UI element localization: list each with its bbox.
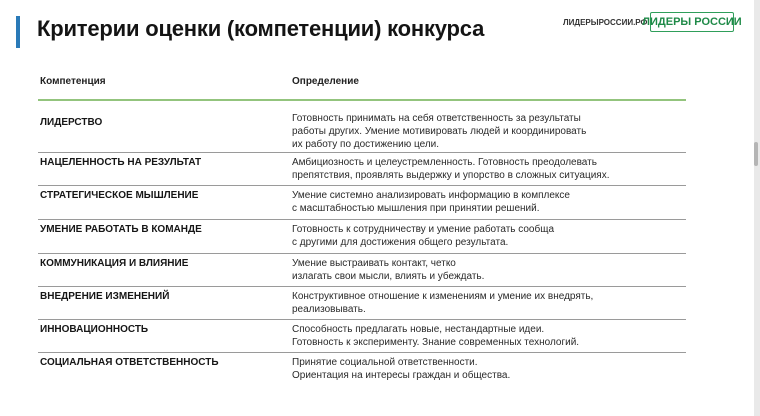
definition-line: Ориентация на интересы граждан и общества.: [292, 370, 511, 381]
row-divider: [38, 152, 686, 153]
definition-line: с другими для достижения общего результата.: [292, 237, 509, 248]
scrollbar-thumb[interactable]: [754, 142, 758, 166]
competence-name: ЛИДЕРСТВО: [40, 117, 103, 128]
header-definition: Определение: [292, 76, 359, 87]
definition-line: Конструктивное отношение к изменениям и умение их внедрять,: [292, 291, 594, 302]
competence-definition: [292, 156, 609, 182]
header-divider: [38, 99, 686, 101]
definition-line: их работу по достижению цели.: [292, 139, 440, 150]
title-accent-bar: [16, 16, 20, 48]
competence-definition: [292, 257, 484, 283]
definition-line: с масштабностью мышления при принятии решений.: [292, 203, 540, 214]
row-divider: [38, 352, 686, 353]
definition-line: Готовность принимать на себя ответственность за результаты: [292, 113, 581, 124]
row-divider: [38, 219, 686, 220]
competence-name: ВНЕДРЕНИЕ ИЗМЕНЕНИЙ: [40, 291, 170, 302]
row-divider: [38, 286, 686, 287]
competence-definition: [292, 189, 570, 215]
definition-line: работы других. Умение мотивировать людей и координировать: [292, 126, 587, 137]
competence-name: КОММУНИКАЦИЯ И ВЛИЯНИЕ: [40, 258, 189, 269]
competence-name: СОЦИАЛЬНАЯ ОТВЕТСТВЕННОСТЬ: [40, 357, 219, 368]
competence-definition: [292, 290, 593, 316]
row-divider: [38, 185, 686, 186]
definition-line: Умение выстраивать контакт, четко: [292, 258, 456, 269]
definition-line: Умение системно анализировать информацию в комплексе: [292, 190, 570, 201]
definition-line: Готовность к эксперименту. Знание современных технологий.: [292, 337, 580, 348]
definition-line: Способность предлагать новые, нестандартные идеи.: [292, 324, 545, 335]
definition-line: Принятие социальной ответственности.: [292, 357, 478, 368]
competence-name: ИННОВАЦИОННОСТЬ: [40, 324, 149, 335]
row-divider: [38, 319, 686, 320]
definition-line: Готовность к сотрудничеству и умение работать сообща: [292, 224, 555, 235]
definition-line: Амбициозность и целеустремленность. Готовность преодолевать: [292, 157, 597, 168]
competence-definition: [292, 223, 554, 249]
page-title: Критерии оценки (компетенции) конкурса: [37, 16, 485, 41]
competence-definition: [292, 112, 586, 151]
brand-site-url[interactable]: ЛИДЕРЫРОССИИ.РФ: [563, 18, 648, 27]
competence-name: НАЦЕЛЕННОСТЬ НА РЕЗУЛЬТАТ: [40, 157, 202, 168]
competence-name: СТРАТЕГИЧЕСКОЕ МЫШЛЕНИЕ: [40, 190, 199, 201]
row-divider: [38, 253, 686, 254]
competence-definition: [292, 356, 510, 382]
header-competence: Компетенция: [40, 76, 106, 87]
competence-name: УМЕНИЕ РАБОТАТЬ В КОМАНДЕ: [40, 224, 202, 235]
brand-logo: ЛИДЕРЫ РОССИИ: [650, 12, 734, 32]
definition-line: реализовывать.: [292, 304, 366, 315]
definition-line: препятствия, проявлять выдержку и упорство в сложных ситуациях.: [292, 170, 610, 181]
competence-definition: [292, 323, 579, 349]
definition-line: излагать свои мысли, влиять и убеждать.: [292, 271, 485, 282]
